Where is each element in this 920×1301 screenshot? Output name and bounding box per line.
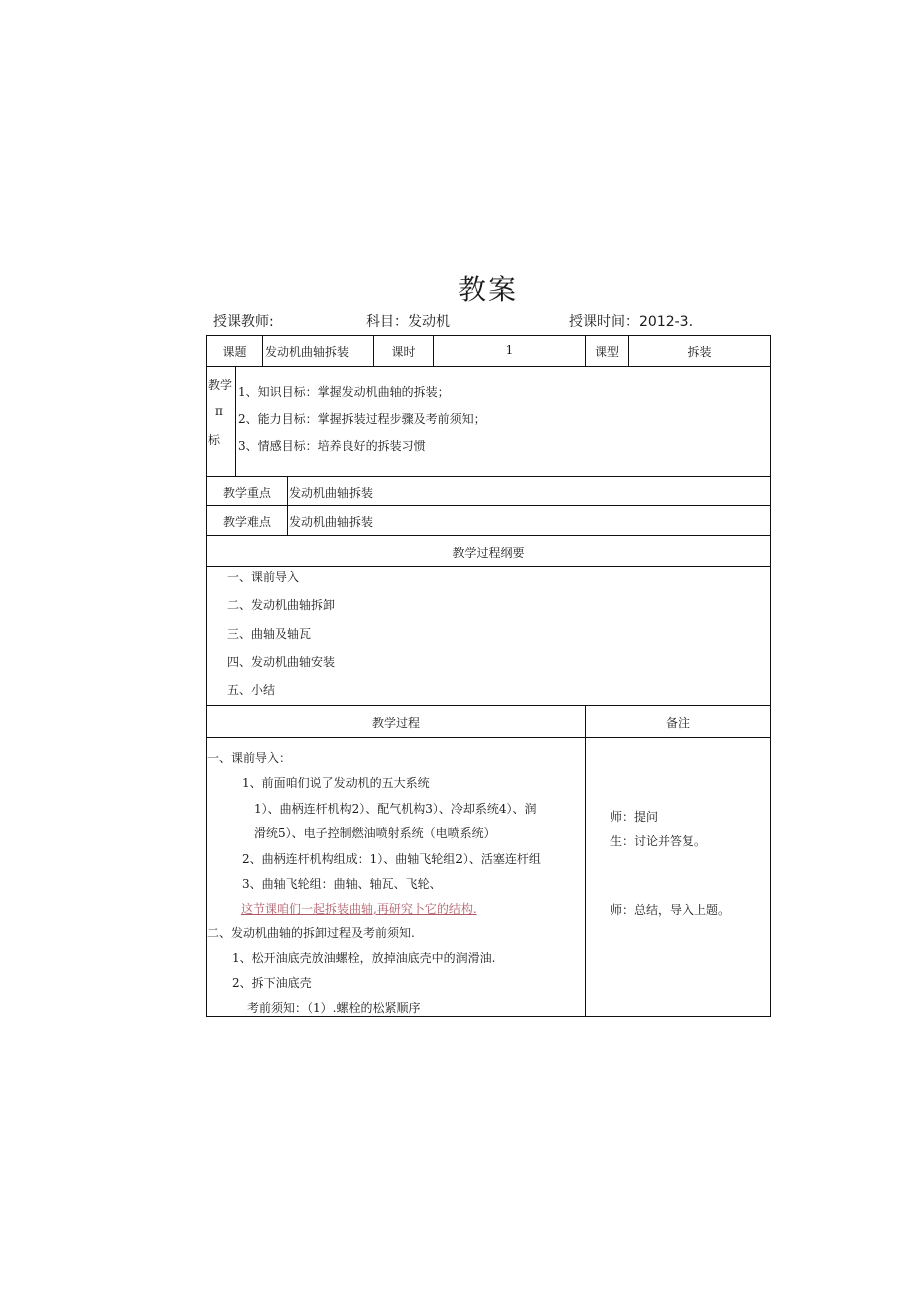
page-title: 教案 bbox=[457, 273, 518, 306]
outline-item: 四、发动机曲轴安装 bbox=[227, 655, 336, 669]
outline-header: 教学过程纲要 bbox=[452, 546, 525, 560]
goals-label-line-1: 教学 bbox=[208, 378, 233, 392]
hours-value: 1 bbox=[505, 343, 514, 357]
time-label: 授课时间：2012-3. bbox=[569, 314, 694, 330]
goals-label-line-2: π bbox=[215, 404, 223, 418]
topic-value: 发动机曲轴拆装 bbox=[265, 345, 350, 359]
goals-label-line-3: 标 bbox=[208, 433, 221, 447]
goal-emotion: 3、情感目标：培养良好的拆装习惯 bbox=[238, 439, 426, 453]
process-highlight-line: 这节课咱们一起拆装曲轴,再研究卜它的结构. bbox=[241, 902, 477, 916]
outline-item: 二、发动机曲轴拆卸 bbox=[227, 598, 336, 612]
difficulty-value: 发动机曲轴拆装 bbox=[289, 515, 374, 529]
notes-header: 备注 bbox=[665, 716, 690, 730]
subject-label: 科目：发动机 bbox=[366, 314, 450, 330]
outline-item: 三、曲轴及轴瓦 bbox=[227, 627, 312, 641]
process-header: 教学过程 bbox=[371, 716, 420, 730]
difficulty-label: 教学难点 bbox=[222, 515, 271, 529]
type-label: 课型 bbox=[594, 345, 619, 359]
key-point-label: 教学重点 bbox=[222, 486, 271, 500]
teacher-label: 授课教师: bbox=[213, 314, 274, 330]
outline-item: 一、课前导入 bbox=[227, 570, 300, 584]
process-line: 1）、曲柄连杆机构2）、配气机构3）、冷却系统4）、润 bbox=[254, 802, 537, 816]
note-teacher-summary: 师：总结，导入上题。 bbox=[610, 903, 731, 917]
process-line: 2、拆下油底壳 bbox=[232, 976, 312, 990]
process-line: 二、发动机曲轴的拆卸过程及考前须知. bbox=[207, 926, 415, 940]
goal-knowledge: 1、知识目标：掌握发动机曲轴的拆装； bbox=[238, 385, 450, 399]
process-line: 3、曲轴飞轮组：曲轴、轴瓦、飞轮、 bbox=[242, 877, 442, 891]
outline-item: 五、小结 bbox=[227, 683, 276, 697]
note-teacher-ask: 师：提问 bbox=[610, 810, 659, 824]
process-line: 一、课前导入： bbox=[207, 751, 292, 765]
type-value: 拆装 bbox=[687, 345, 712, 359]
note-student-discuss: 生：讨论并答复。 bbox=[610, 834, 707, 848]
process-line: 考前须知：（1）.螺栓的松紧顺序 bbox=[247, 1001, 421, 1015]
process-line: 1、松开油底壳放油螺栓，放掉油底壳中的润滑油. bbox=[232, 951, 496, 965]
key-point-value: 发动机曲轴拆装 bbox=[289, 486, 374, 500]
goal-ability: 2、能力目标：掌握拆装过程步骤及考前须知； bbox=[238, 412, 486, 426]
process-line: 2、曲柄连杆机构组成：1）、曲轴飞轮组2）、活塞连杆组 bbox=[242, 852, 541, 866]
topic-label: 课题 bbox=[222, 345, 247, 359]
process-line: 滑统5）、电子控制燃油喷射系统（电喷系统） bbox=[254, 826, 496, 840]
hours-label: 课时 bbox=[391, 345, 416, 359]
process-line: 1、前面咱们说了发动机的五大系统 bbox=[242, 776, 430, 790]
